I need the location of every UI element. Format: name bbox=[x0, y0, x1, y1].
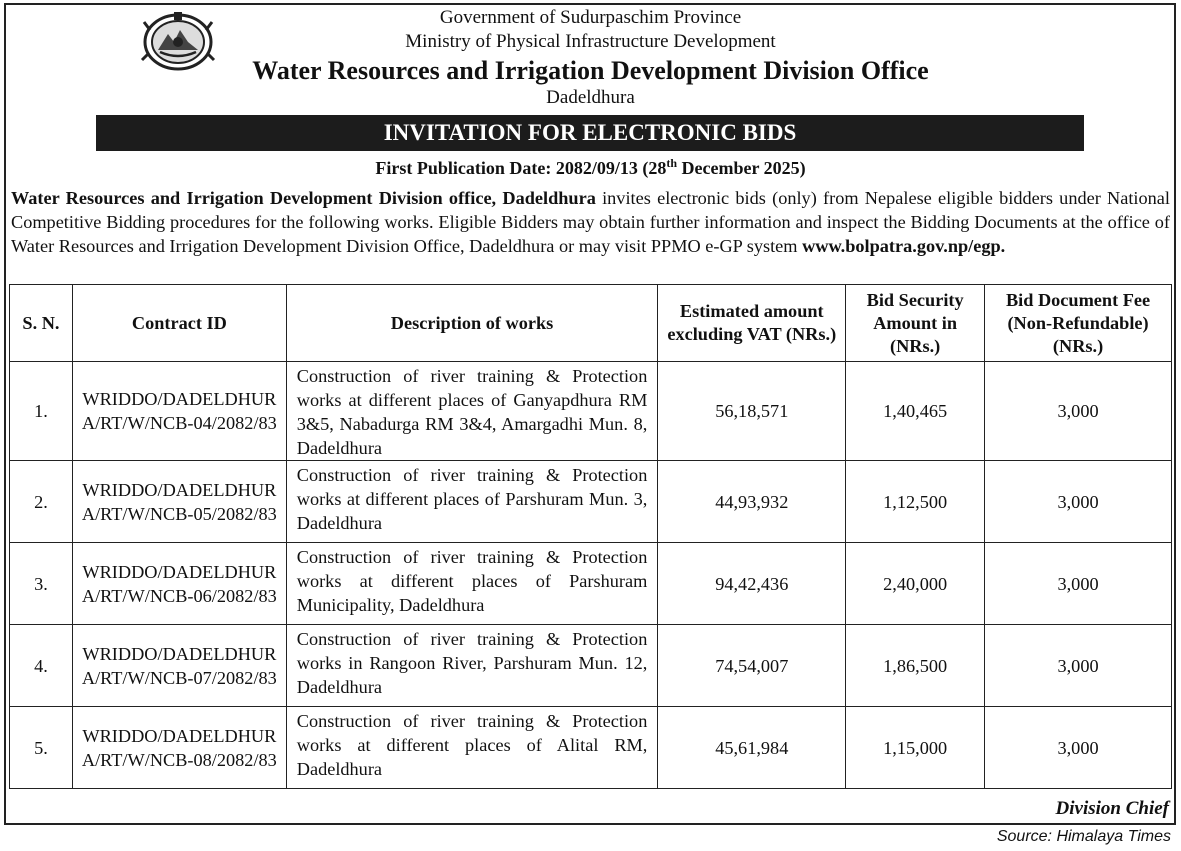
row-estimate: 45,61,984 bbox=[658, 707, 846, 789]
intro-lead: Water Resources and Irrigation Development Division office, Dadeldhura bbox=[11, 188, 596, 208]
row-document-fee: 3,000 bbox=[985, 461, 1172, 543]
source-credit: Source: Himalaya Times bbox=[996, 828, 1171, 845]
row-document-fee: 3,000 bbox=[985, 707, 1172, 789]
table-row bbox=[10, 362, 1172, 461]
header-contract-id: Contract ID bbox=[72, 285, 286, 362]
header-bid-security: Bid Security Amount in (NRs.) bbox=[846, 285, 985, 362]
row-sn: 2. bbox=[10, 461, 73, 543]
header-estimate: Estimated amount excluding VAT (NRs.) bbox=[658, 285, 846, 362]
publication-date bbox=[0, 156, 1181, 179]
publication-date-sup: th bbox=[666, 156, 678, 170]
table-row bbox=[10, 625, 1172, 707]
row-estimate: 56,18,571 bbox=[658, 362, 846, 461]
table-row bbox=[10, 707, 1172, 789]
row-description: Construction of river training & Protection works at different places of Parshuram Mun. 3, Dadeldhura bbox=[286, 461, 658, 543]
ministry-line: Ministry of Physical Infrastructure Development bbox=[405, 31, 776, 52]
row-bid-security: 1,12,500 bbox=[846, 461, 985, 543]
table-row bbox=[10, 543, 1172, 625]
row-description: Construction of river training & Protection works at different places of Ganyapdhura RM 3&5, Nabadurga RM 3&4, Amargadhi Mun. 8, Dadeldhura bbox=[286, 362, 658, 461]
row-contract-id: WRIDDO/DADELDHURA/RT/W/NCB-08/2082/83 bbox=[72, 707, 286, 789]
row-document-fee: 3,000 bbox=[985, 625, 1172, 707]
row-description: Construction of river training & Protection works at different places of Alital RM, Dadeldhura bbox=[286, 707, 658, 789]
office-title: Water Resources and Irrigation Development Division Office bbox=[252, 56, 929, 85]
row-document-fee: 3,000 bbox=[985, 543, 1172, 625]
row-estimate: 44,93,932 bbox=[658, 461, 846, 543]
table-header-row bbox=[10, 285, 1172, 362]
row-contract-id: WRIDDO/DADELDHURA/RT/W/NCB-06/2082/83 bbox=[72, 543, 286, 625]
row-bid-security: 1,15,000 bbox=[846, 707, 985, 789]
intro-paragraph bbox=[11, 186, 1170, 258]
row-sn: 3. bbox=[10, 543, 73, 625]
row-contract-id: WRIDDO/DADELDHURA/RT/W/NCB-07/2082/83 bbox=[72, 625, 286, 707]
row-contract-id: WRIDDO/DADELDHURA/RT/W/NCB-04/2082/83 bbox=[72, 362, 286, 461]
header-description: Description of works bbox=[286, 285, 658, 362]
header-sn: S. N. bbox=[10, 285, 73, 362]
table-row bbox=[10, 461, 1172, 543]
row-document-fee: 3,000 bbox=[985, 362, 1172, 461]
row-bid-security: 2,40,000 bbox=[846, 543, 985, 625]
notice-banner: INVITATION FOR ELECTRONIC BIDS bbox=[96, 115, 1084, 151]
row-estimate: 74,54,007 bbox=[658, 625, 846, 707]
office-location: Dadeldhura bbox=[546, 87, 635, 108]
row-sn: 5. bbox=[10, 707, 73, 789]
bids-table bbox=[9, 284, 1172, 789]
row-bid-security: 1,86,500 bbox=[846, 625, 985, 707]
row-description: Construction of river training & Protection works in Rangoon River, Parshuram Mun. 12, Dadeldhura bbox=[286, 625, 658, 707]
row-sn: 1. bbox=[10, 362, 73, 461]
header-document-fee: Bid Document Fee (Non-Refundable) (NRs.) bbox=[985, 285, 1172, 362]
intro-body: invites electronic bids (only) from Nepalese eligible bidders under National Competitive Bidding procedures for the following works. Eligible Bidders may obtain further information and inspect the Bidding Documents at the office of Water Resources and Irrigation Development Division Office, Dadeldhura or may visit PPMO e-GP system bbox=[11, 188, 1170, 256]
row-contract-id: WRIDDO/DADELDHURA/RT/W/NCB-05/2082/83 bbox=[72, 461, 286, 543]
row-description: Construction of river training & Protection works at different places of Parshuram Municipality, Dadeldhura bbox=[286, 543, 658, 625]
egp-link[interactable]: www.bolpatra.gov.np/egp. bbox=[802, 236, 1006, 256]
publication-date-prefix: First Publication Date: 2082/09/13 (28 bbox=[375, 158, 667, 178]
signer-title: Division Chief bbox=[1055, 798, 1169, 819]
row-estimate: 94,42,436 bbox=[658, 543, 846, 625]
government-line: Government of Sudurpaschim Province bbox=[439, 7, 742, 28]
row-sn: 4. bbox=[10, 625, 73, 707]
row-bid-security: 1,40,465 bbox=[846, 362, 985, 461]
publication-date-suffix: December 2025) bbox=[677, 158, 806, 178]
